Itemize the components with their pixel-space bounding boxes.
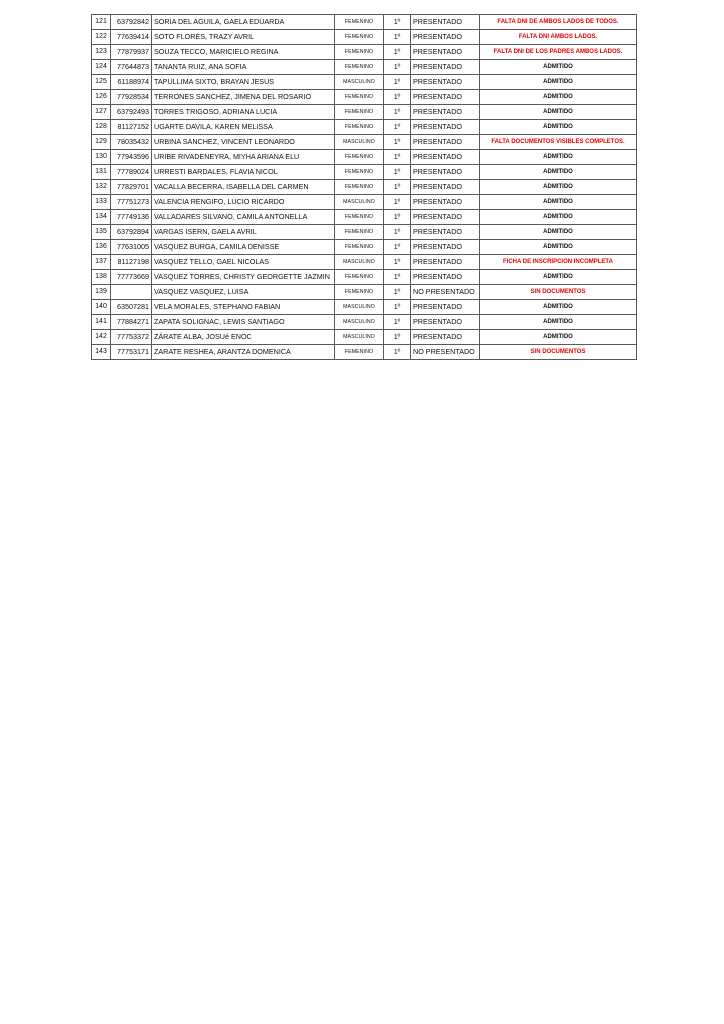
student-name-cell: URRESTI BARDALES, FLAVIA NICOL [152, 165, 335, 180]
grade-cell: 1º [384, 210, 411, 225]
row-number-cell: 123 [92, 45, 111, 60]
row-number-cell: 137 [92, 255, 111, 270]
table-row [92, 90, 637, 105]
observation-cell: ADMITIDO [480, 270, 637, 285]
grade-cell: 1º [384, 300, 411, 315]
status-cell: PRESENTADO [411, 330, 480, 345]
status-cell: PRESENTADO [411, 45, 480, 60]
dni-cell: 77789024 [111, 165, 152, 180]
grade-cell: 1º [384, 60, 411, 75]
status-cell: PRESENTADO [411, 120, 480, 135]
row-number-cell: 121 [92, 15, 111, 30]
student-name-cell: VALENCIA RENGIFO, LUCIO RICARDO [152, 195, 335, 210]
row-number-cell: 140 [92, 300, 111, 315]
sex-cell: FEMENINO [335, 30, 384, 45]
table-row [92, 240, 637, 255]
sex-cell: FEMENINO [335, 225, 384, 240]
observation-cell: FALTA DNI AMBOS LADOS. [480, 30, 637, 45]
sex-cell: MASCULINO [335, 75, 384, 90]
table-row [92, 315, 637, 330]
table-row [92, 165, 637, 180]
observation-cell: ADMITIDO [480, 120, 637, 135]
student-name-cell: VACALLA BECERRA, ISABELLA DEL CARMEN [152, 180, 335, 195]
sex-cell: MASCULINO [335, 315, 384, 330]
table-row [92, 180, 637, 195]
status-cell: NO PRESENTADO [411, 345, 480, 360]
student-name-cell: VALLADARES SILVANO, CAMILA ANTONELLA [152, 210, 335, 225]
dni-cell: 63792493 [111, 105, 152, 120]
table-row [92, 105, 637, 120]
student-name-cell: TERRONES SANCHEZ, JIMENA DEL ROSARIO [152, 90, 335, 105]
sex-cell: FEMENINO [335, 60, 384, 75]
table-row [92, 345, 637, 360]
dni-cell: 81127152 [111, 120, 152, 135]
row-number-cell: 131 [92, 165, 111, 180]
student-name-cell: SOTO FLORES, TRAZY AVRIL [152, 30, 335, 45]
grade-cell: 1º [384, 75, 411, 90]
dni-cell: 77639414 [111, 30, 152, 45]
student-name-cell: VELA MORALES, STEPHANO FABIAN [152, 300, 335, 315]
sex-cell: FEMENINO [335, 90, 384, 105]
table-row [92, 225, 637, 240]
observation-cell: SIN DOCUMENTOS [480, 285, 637, 300]
sex-cell: FEMENINO [335, 120, 384, 135]
sex-cell: FEMENINO [335, 180, 384, 195]
student-name-cell: SOUZA TECCO, MARICIELO REGINA [152, 45, 335, 60]
table-row [92, 285, 637, 300]
grade-cell: 1º [384, 180, 411, 195]
sex-cell: FEMENINO [335, 165, 384, 180]
dni-cell: 77644873 [111, 60, 152, 75]
grade-cell: 1º [384, 165, 411, 180]
dni-cell: 63792894 [111, 225, 152, 240]
student-name-cell: VARGAS ISERN, GAELA AVRIL [152, 225, 335, 240]
observation-cell: FALTA DNI DE LOS PADRES AMBOS LADOS. [480, 45, 637, 60]
observation-cell: ADMITIDO [480, 210, 637, 225]
dni-cell: 81127198 [111, 255, 152, 270]
status-cell: PRESENTADO [411, 15, 480, 30]
dni-cell: 77943596 [111, 150, 152, 165]
row-number-cell: 138 [92, 270, 111, 285]
status-cell: PRESENTADO [411, 315, 480, 330]
grade-cell: 1º [384, 120, 411, 135]
row-number-cell: 134 [92, 210, 111, 225]
grade-cell: 1º [384, 45, 411, 60]
dni-cell: 77631005 [111, 240, 152, 255]
sex-cell: FEMENINO [335, 45, 384, 60]
dni-cell: 63792842 [111, 15, 152, 30]
row-number-cell: 141 [92, 315, 111, 330]
dni-cell: 61188974 [111, 75, 152, 90]
student-name-cell: URIBE RIVADENEYRA, MIYHA ARIANA ELU [152, 150, 335, 165]
observation-cell: ADMITIDO [480, 225, 637, 240]
sex-cell: FEMENINO [335, 285, 384, 300]
table-row [92, 255, 637, 270]
dni-cell: 77753372 [111, 330, 152, 345]
observation-cell: ADMITIDO [480, 75, 637, 90]
observation-cell: ADMITIDO [480, 180, 637, 195]
sex-cell: MASCULINO [335, 195, 384, 210]
student-name-cell: VASQUEZ BURGA, CAMILA DENISSE [152, 240, 335, 255]
dni-cell: 77749136 [111, 210, 152, 225]
row-number-cell: 128 [92, 120, 111, 135]
observation-cell: ADMITIDO [480, 315, 637, 330]
grade-cell: 1º [384, 105, 411, 120]
student-name-cell: ZARATE RESHEA, ARANTZA DOMENICA [152, 345, 335, 360]
observation-cell: FALTA DNI DE AMBOS LADOS DE TODOS. [480, 15, 637, 30]
dni-cell: 63507281 [111, 300, 152, 315]
table-row [92, 300, 637, 315]
dni-cell: 78035432 [111, 135, 152, 150]
status-cell: PRESENTADO [411, 105, 480, 120]
dni-cell [111, 285, 152, 300]
dni-cell: 77829701 [111, 180, 152, 195]
grade-cell: 1º [384, 30, 411, 45]
grade-cell: 1º [384, 285, 411, 300]
row-number-cell: 124 [92, 60, 111, 75]
observation-cell: ADMITIDO [480, 105, 637, 120]
table-row [92, 120, 637, 135]
dni-cell: 77928534 [111, 90, 152, 105]
sex-cell: MASCULINO [335, 300, 384, 315]
dni-cell: 77751273 [111, 195, 152, 210]
student-name-cell: TORRES TRIGOSO, ADRIANA LUCIA [152, 105, 335, 120]
row-number-cell: 139 [92, 285, 111, 300]
status-cell: PRESENTADO [411, 135, 480, 150]
observation-cell: ADMITIDO [480, 90, 637, 105]
observation-cell: FICHA DE INSCRIPCION INCOMPLETA [480, 255, 637, 270]
table-body [92, 15, 637, 360]
sex-cell: FEMENINO [335, 345, 384, 360]
sex-cell: MASCULINO [335, 330, 384, 345]
status-cell: PRESENTADO [411, 195, 480, 210]
sex-cell: FEMENINO [335, 270, 384, 285]
status-cell: PRESENTADO [411, 60, 480, 75]
student-name-cell: VASQUEZ TORRES, CHRISTY GEORGETTE JAZMIN [152, 270, 335, 285]
row-number-cell: 142 [92, 330, 111, 345]
status-cell: PRESENTADO [411, 210, 480, 225]
dni-cell: 77773669 [111, 270, 152, 285]
observation-cell: ADMITIDO [480, 240, 637, 255]
table-row [92, 30, 637, 45]
dni-cell: 77753171 [111, 345, 152, 360]
grade-cell: 1º [384, 15, 411, 30]
student-name-cell: SORIA DEL AGUILA, GAELA EDUARDA [152, 15, 335, 30]
student-name-cell: URBINA SANCHEZ, VINCENT LEONARDO [152, 135, 335, 150]
grade-cell: 1º [384, 225, 411, 240]
table-row [92, 330, 637, 345]
student-name-cell: ZAPATA SOLIGNAC, LEWIS SANTIAGO [152, 315, 335, 330]
grade-cell: 1º [384, 90, 411, 105]
sex-cell: FEMENINO [335, 105, 384, 120]
status-cell: PRESENTADO [411, 30, 480, 45]
observation-cell: ADMITIDO [480, 165, 637, 180]
observation-cell: ADMITIDO [480, 60, 637, 75]
grade-cell: 1º [384, 255, 411, 270]
status-cell: PRESENTADO [411, 75, 480, 90]
sex-cell: FEMENINO [335, 15, 384, 30]
grade-cell: 1º [384, 315, 411, 330]
observation-cell: ADMITIDO [480, 195, 637, 210]
student-name-cell: UGARTE DAVILA, KAREN MELISSA [152, 120, 335, 135]
observation-cell: ADMITIDO [480, 150, 637, 165]
student-name-cell: TAPULLIMA SIXTO, BRAYAN JESUS [152, 75, 335, 90]
grade-cell: 1º [384, 195, 411, 210]
sex-cell: FEMENINO [335, 150, 384, 165]
row-number-cell: 132 [92, 180, 111, 195]
dni-cell: 77879937 [111, 45, 152, 60]
row-number-cell: 126 [92, 90, 111, 105]
observation-cell: ADMITIDO [480, 300, 637, 315]
row-number-cell: 133 [92, 195, 111, 210]
row-number-cell: 136 [92, 240, 111, 255]
status-cell: PRESENTADO [411, 90, 480, 105]
status-cell: PRESENTADO [411, 255, 480, 270]
table-row [92, 210, 637, 225]
grade-cell: 1º [384, 240, 411, 255]
sex-cell: MASCULINO [335, 255, 384, 270]
observation-cell: SIN DOCUMENTOS [480, 345, 637, 360]
table-row [92, 75, 637, 90]
student-name-cell: TANANTA RUIZ, ANA SOFIA [152, 60, 335, 75]
student-name-cell: VASQUEZ TELLO, GAEL NICOLAS [152, 255, 335, 270]
table-row [92, 135, 637, 150]
row-number-cell: 130 [92, 150, 111, 165]
student-name-cell: ZÁRATE ALBA, JOSUé ENOC [152, 330, 335, 345]
sex-cell: FEMENINO [335, 240, 384, 255]
applicants-table [91, 14, 637, 360]
row-number-cell: 135 [92, 225, 111, 240]
table-row [92, 270, 637, 285]
status-cell: PRESENTADO [411, 240, 480, 255]
observation-cell: FALTA DOCUMENTOS VISIBLES COMPLETOS. [480, 135, 637, 150]
status-cell: NO PRESENTADO [411, 285, 480, 300]
status-cell: PRESENTADO [411, 165, 480, 180]
table-row [92, 150, 637, 165]
row-number-cell: 127 [92, 105, 111, 120]
table-row [92, 15, 637, 30]
status-cell: PRESENTADO [411, 300, 480, 315]
sex-cell: MASCULINO [335, 135, 384, 150]
observation-cell: ADMITIDO [480, 330, 637, 345]
status-cell: PRESENTADO [411, 150, 480, 165]
table-row [92, 45, 637, 60]
table-row [92, 195, 637, 210]
status-cell: PRESENTADO [411, 180, 480, 195]
status-cell: PRESENTADO [411, 270, 480, 285]
sex-cell: FEMENINO [335, 210, 384, 225]
row-number-cell: 125 [92, 75, 111, 90]
table-row [92, 60, 637, 75]
grade-cell: 1º [384, 270, 411, 285]
grade-cell: 1º [384, 150, 411, 165]
status-cell: PRESENTADO [411, 225, 480, 240]
row-number-cell: 122 [92, 30, 111, 45]
student-name-cell: VASQUEZ VASQUEZ, LUISA [152, 285, 335, 300]
grade-cell: 1º [384, 330, 411, 345]
row-number-cell: 143 [92, 345, 111, 360]
grade-cell: 1º [384, 345, 411, 360]
row-number-cell: 129 [92, 135, 111, 150]
grade-cell: 1º [384, 135, 411, 150]
dni-cell: 77884271 [111, 315, 152, 330]
